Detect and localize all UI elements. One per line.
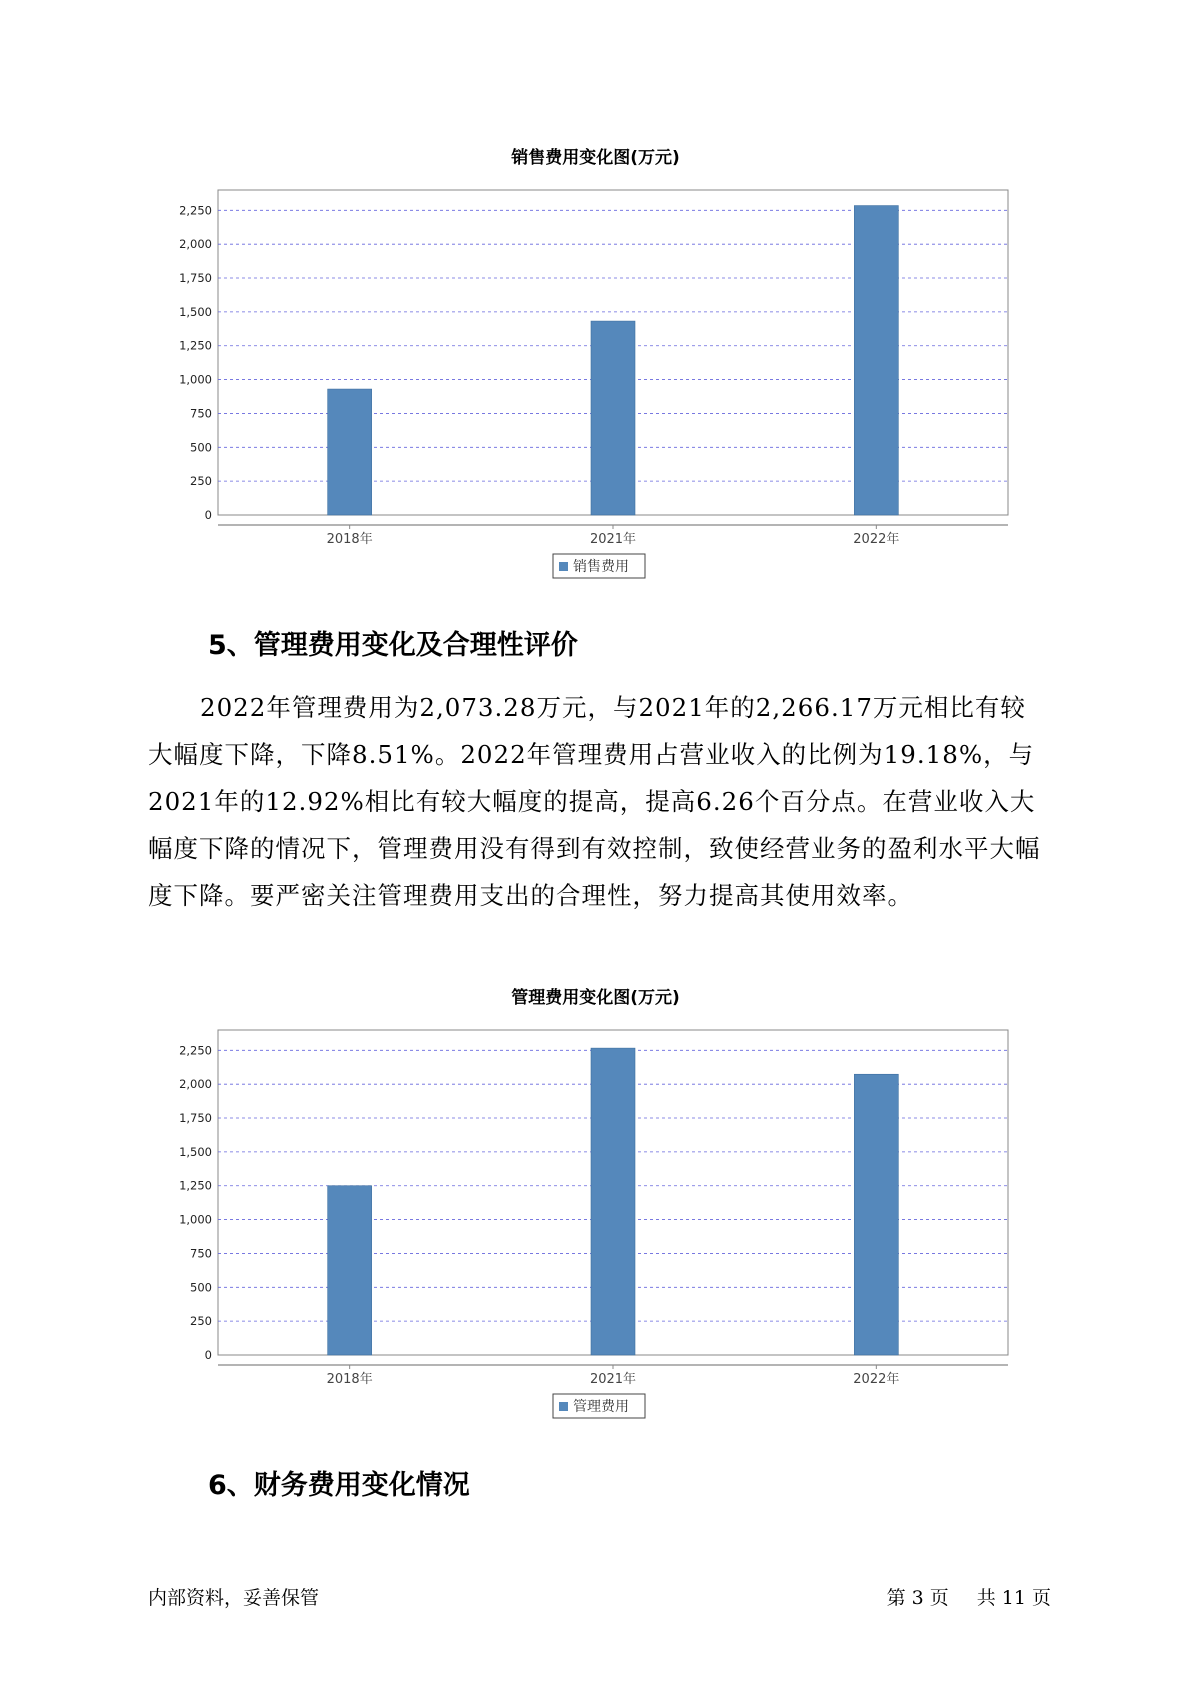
- y-tick-label: 250: [190, 1314, 212, 1329]
- section-5-text: 2022年管理费用为2,073.28万元，与2021年的2,266.17万元相比有较大幅度下降，下降8.51%。2022年管理费用占营业收入的比例为19.18%，与2021年的12.92%相比有较大幅度的提高，提高6.26个百分点。在营业收入大幅度下降的情况下，管理费用没有得到有效控制，致使经营业务的盈利水平大幅度下降。要严密关注管理费用支出的合理性，努力提高其使用效率。: [148, 693, 1041, 910]
- chart-title-sales: 销售费用变化图(万元): [511, 148, 680, 168]
- y-tick-label: 250: [190, 474, 212, 489]
- y-tick-label: 1,750: [179, 1111, 212, 1126]
- y-tick-label: 1,500: [179, 304, 212, 319]
- bar: [854, 1074, 898, 1355]
- bar: [591, 1048, 635, 1355]
- bar: [854, 206, 898, 515]
- y-tick-label: 2,000: [179, 1077, 212, 1092]
- y-tick-label: 2,000: [179, 237, 212, 252]
- y-tick-label: 1,500: [179, 1144, 212, 1159]
- x-tick-label: 2021年: [589, 532, 637, 547]
- y-tick-label: 0: [204, 508, 212, 522]
- footer-page-info: [881, 1583, 1051, 1610]
- x-tick-label: 2018年: [326, 1372, 373, 1387]
- total-number: 11: [1001, 1587, 1026, 1609]
- total-unit: 页: [1031, 1587, 1051, 1609]
- y-tick-label: 2,250: [179, 203, 212, 218]
- section-5-heading: 5、管理费用变化及合理性评价: [208, 630, 578, 661]
- legend: [553, 1394, 645, 1418]
- sales-expense-chart: [0, 180, 1191, 620]
- y-tick-label: 1,000: [179, 372, 212, 387]
- y-tick-label: 1,250: [179, 1178, 212, 1193]
- page-number: 3: [911, 1587, 924, 1609]
- x-tick-label: 2021年: [589, 1372, 637, 1387]
- y-tick-label: 0: [204, 1348, 212, 1362]
- bar: [591, 321, 635, 515]
- legend: [553, 554, 645, 578]
- y-tick-label: 1,250: [179, 338, 212, 353]
- footer-confidential: 内部资料，妥善保管: [148, 1587, 320, 1609]
- x-tick-label: 2022年: [853, 532, 900, 547]
- chart-title-management: 管理费用变化图(万元): [511, 988, 680, 1008]
- section-6-heading: 6、财务费用变化情况: [208, 1470, 470, 1501]
- bar: [328, 1186, 372, 1355]
- y-tick-label: 500: [190, 440, 212, 455]
- legend-label: 管理费用: [573, 1399, 629, 1415]
- y-tick-label: 1,750: [179, 271, 212, 286]
- management-expense-chart: [0, 1020, 1191, 1460]
- x-tick-label: 2018年: [326, 532, 373, 547]
- y-tick-label: 1,000: [179, 1212, 212, 1227]
- page-unit: 页: [929, 1587, 949, 1609]
- y-tick-label: 750: [190, 1246, 212, 1261]
- y-tick-label: 500: [190, 1280, 212, 1295]
- bar: [328, 389, 372, 515]
- section-5-paragraph: [148, 684, 1048, 919]
- legend-swatch: [559, 1402, 568, 1411]
- legend-label: 销售费用: [573, 559, 629, 575]
- y-tick-label: 750: [190, 406, 212, 421]
- y-tick-label: 2,250: [179, 1043, 212, 1058]
- x-tick-label: 2022年: [853, 1372, 900, 1387]
- page-prefix: 第: [886, 1587, 906, 1609]
- legend-swatch: [559, 562, 568, 571]
- total-prefix: 共: [976, 1587, 996, 1609]
